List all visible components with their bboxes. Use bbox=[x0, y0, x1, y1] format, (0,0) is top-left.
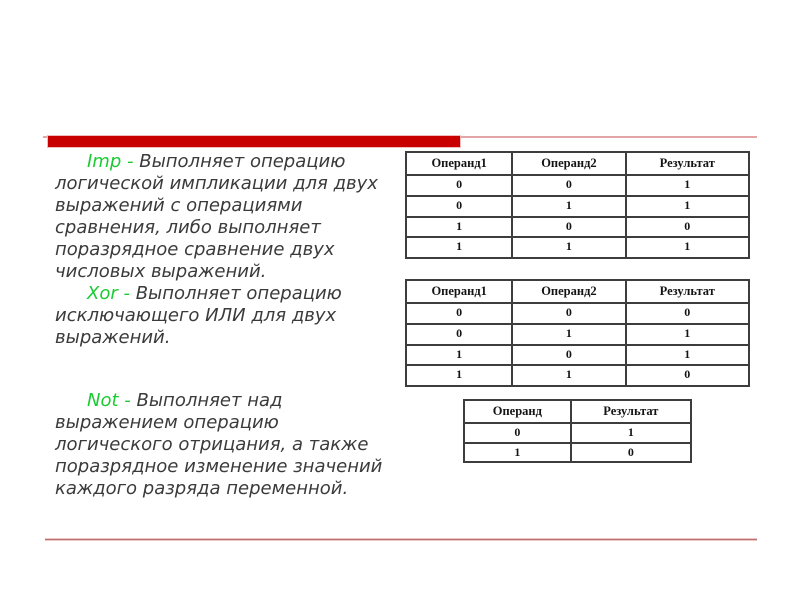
table-cell: 0 bbox=[406, 175, 512, 196]
truth-table-imp bbox=[405, 151, 750, 259]
table-header-cell: Результат bbox=[571, 400, 691, 423]
table-header-row bbox=[406, 280, 749, 303]
table-cell: 1 bbox=[626, 324, 749, 345]
table-header-cell: Операнд bbox=[464, 400, 571, 423]
table-row bbox=[406, 324, 749, 345]
table-cell: 1 bbox=[406, 365, 512, 386]
operator-keyword-xor: Xor - bbox=[87, 283, 136, 304]
table-row bbox=[406, 303, 749, 324]
table-cell: 0 bbox=[512, 175, 625, 196]
table-row bbox=[406, 175, 749, 196]
table-cell: 1 bbox=[626, 237, 749, 258]
table-header-cell: Операнд1 bbox=[406, 280, 512, 303]
description-paragraph-imp: Imp - Выполняет операцию логической импликации для двух выражений с операциями сравнения, либо выполняет поразрядное сравнение двух числовых выражений. bbox=[55, 151, 378, 282]
table-header-cell: Результат bbox=[626, 280, 749, 303]
table-cell: 0 bbox=[626, 217, 749, 238]
table-cell: 0 bbox=[626, 365, 749, 386]
truth-table-not bbox=[463, 399, 692, 463]
table-row bbox=[406, 196, 749, 217]
table-cell: 0 bbox=[406, 324, 512, 345]
operator-keyword-not: Not - bbox=[87, 390, 137, 411]
table-cell: 1 bbox=[406, 237, 512, 258]
red-accent-bar bbox=[47, 135, 461, 148]
operator-keyword-imp: Imp - bbox=[87, 151, 140, 172]
table-row bbox=[406, 345, 749, 366]
table-row bbox=[406, 237, 749, 258]
table-cell: 1 bbox=[512, 196, 625, 217]
table-cell: 1 bbox=[512, 324, 625, 345]
table-cell: 0 bbox=[626, 303, 749, 324]
table-cell: 0 bbox=[512, 303, 625, 324]
table-row bbox=[464, 423, 691, 443]
table-cell: 1 bbox=[626, 196, 749, 217]
description-paragraph-not: Not - Выполняет над выражением операцию логического отрицания, а также поразрядное изменение значений каждого разряда переменной. bbox=[55, 390, 383, 499]
table-header-cell: Операнд2 bbox=[512, 280, 625, 303]
table-cell: 1 bbox=[464, 443, 571, 463]
table-cell: 0 bbox=[571, 443, 691, 463]
description-paragraph-xor: Xor - Выполняет операцию исключающего ИЛИ для двух выражений. bbox=[55, 283, 342, 348]
table-cell: 1 bbox=[512, 365, 625, 386]
table-header-cell: Результат bbox=[626, 152, 749, 175]
table-cell: 1 bbox=[626, 345, 749, 366]
truth-table-xor bbox=[405, 279, 750, 387]
table-cell: 1 bbox=[406, 217, 512, 238]
table-cell: 0 bbox=[512, 345, 625, 366]
table-cell: 1 bbox=[571, 423, 691, 443]
table-header-cell: Операнд1 bbox=[406, 152, 512, 175]
table-cell: 1 bbox=[406, 345, 512, 366]
table-cell: 0 bbox=[406, 303, 512, 324]
table-row bbox=[406, 217, 749, 238]
table-cell: 1 bbox=[626, 175, 749, 196]
table-row bbox=[406, 365, 749, 386]
table-header-row bbox=[406, 152, 749, 175]
table-cell: 0 bbox=[464, 423, 571, 443]
table-cell: 0 bbox=[512, 217, 625, 238]
description-text-block bbox=[55, 151, 415, 500]
table-cell: 1 bbox=[512, 237, 625, 258]
table-row bbox=[464, 443, 691, 463]
bottom-horizontal-rule bbox=[45, 538, 757, 541]
table-header-row bbox=[464, 400, 691, 423]
table-cell: 0 bbox=[406, 196, 512, 217]
table-header-cell: Операнд2 bbox=[512, 152, 625, 175]
